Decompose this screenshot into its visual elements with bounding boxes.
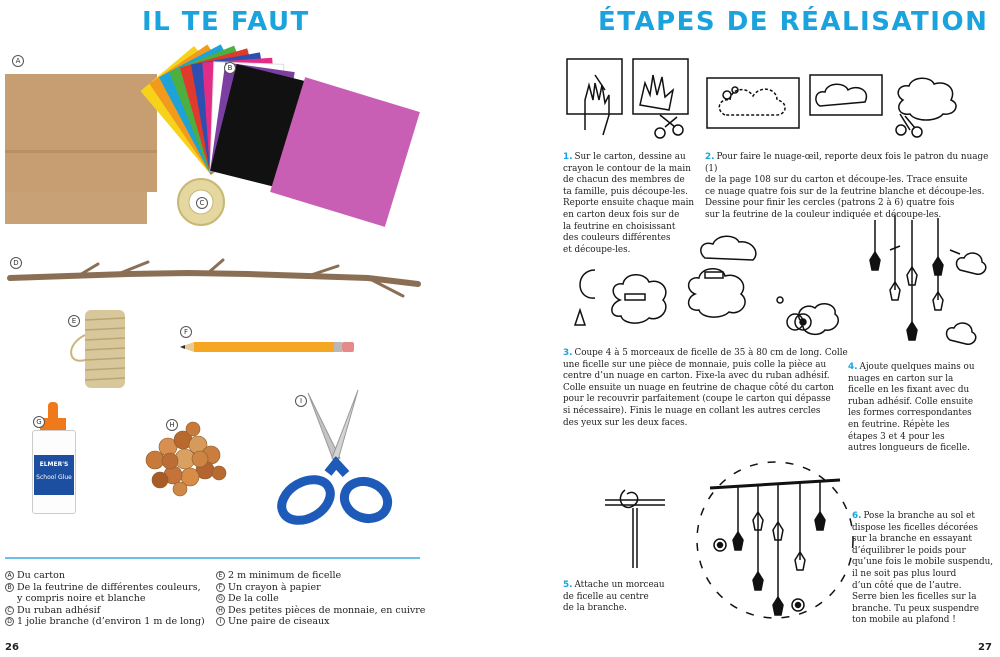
legend-item: C Du ruban adhésif xyxy=(5,605,205,617)
item-letter-g: G xyxy=(33,416,45,428)
step-3-text: 3. Coupe 4 à 5 morceaux de ficelle de 35 à 80 cm de long. Colle une ficelle sur une pièce de monnaie, puis colle la pièce au centre d’un nuage en carton. Fixe-la avec du ruban adhésif. Colle ensuite un nuage en feutrine de chaque côté du carton pour le recouvrir parfaitement (coupe le carton qui dépasse si nécessaire). Finis le nuage en collant les autres cercles des yeux sur les deux faces. xyxy=(563,348,848,428)
legend-item: I Une paire de ciseaux xyxy=(216,616,425,628)
step-2-text: 2. Pour faire le nuage-œil, reporte deux fois le patron du nuage (1) de la page 108 sur du carton et découpe-les. Trace ensuite ce nuage quatre fois sur de la feutrine blanche et découpe-les. Dessine pour finir les cercles (patrons 2 à 6) quatre fois sur la feutrine de la couleur indiquée et découpe-les. xyxy=(705,152,989,220)
legend-column-2 xyxy=(216,570,425,628)
branch-image xyxy=(8,256,428,306)
item-letter-a: A xyxy=(12,55,24,67)
legend-item: H Des petites pièces de monnaie, en cuivre xyxy=(216,605,425,617)
step-4-text: 4. Ajoute quelques mains ou nuages en carton sur la ficelle en les fixant avec du ruban adhésif. Colle ensuite les formes correspondantes en feutrine. Répète les étapes 3 et 4 pour les autres longueurs de ficelle. xyxy=(848,362,975,454)
step-4-illustration xyxy=(850,210,990,350)
legend-item: G De la colle xyxy=(216,593,425,605)
glue-product-label: School Glue xyxy=(36,474,72,481)
step-number: 4. xyxy=(848,362,858,372)
step-number: 2. xyxy=(705,152,715,162)
step-6-text: 6. Pose la branche au sol et dispose les ficelles décorées sur la branche en essayant d’équilibrer le poids pour qu’une fois le mobile suspendu, il ne soit pas plus lourd d’un côté que de l’autre. Serre bien les ficelles sur la branche. Tu peux suspendre ton mobile au plafond ! xyxy=(852,511,994,626)
twine-spool-image xyxy=(70,305,140,390)
item-letter-i: I xyxy=(295,395,307,407)
legend-item: B De la feutrine de différentes couleurs, xyxy=(5,582,205,594)
step-number: 1. xyxy=(563,152,573,162)
step-number: 3. xyxy=(563,348,573,358)
pencil-image xyxy=(180,340,360,354)
legend-divider xyxy=(5,557,420,559)
legend-column-1 xyxy=(5,570,205,628)
item-letter-c: C xyxy=(196,197,208,209)
step-5-illustration xyxy=(605,470,665,570)
glue-brand-label: ELMER'S xyxy=(39,461,69,468)
step-1-text: 1. Sur le carton, dessine au crayon le contour de la main de chacun des membres de ta famille, puis découpe-les. Reporte ensuite chaque main en carton deux fois sur de la feutrine en choisissant des couleurs différentes et découpe-les. xyxy=(563,152,695,255)
right-page-title: ÉTAPES DE RÉALISATION xyxy=(598,7,989,37)
step-number: 6. xyxy=(852,511,862,521)
item-letter-d: D xyxy=(10,257,22,269)
page-number-left: 26 xyxy=(5,642,19,653)
legend-item: F Un crayon à papier xyxy=(216,582,425,594)
item-letter-h: H xyxy=(166,419,178,431)
step-3-illustration xyxy=(565,230,840,340)
step-6-illustration xyxy=(700,440,850,655)
step-2-illustration xyxy=(705,70,975,140)
page-number-right: 27 xyxy=(978,642,992,653)
legend-item: y compris noire et blanche xyxy=(17,593,146,604)
step-number: 5. xyxy=(563,580,573,590)
step-5-text: 5. Attache un morceau de ficelle au centre de la branche. xyxy=(563,580,665,614)
item-letter-e: E xyxy=(68,315,80,327)
legend-item: A Du carton xyxy=(5,570,205,582)
scissors-image xyxy=(278,388,398,528)
item-letter-b: B xyxy=(224,62,236,74)
item-letter-f: F xyxy=(180,326,192,338)
step-1-illustration xyxy=(565,55,695,140)
left-page-title: IL TE FAUT xyxy=(142,7,310,37)
legend-item: E 2 m minimum de ficelle xyxy=(216,570,425,582)
coins-image xyxy=(135,415,230,500)
legend-item: D 1 jolie branche (d’environ 1 m de long) xyxy=(5,616,205,628)
right-page xyxy=(500,0,1000,657)
